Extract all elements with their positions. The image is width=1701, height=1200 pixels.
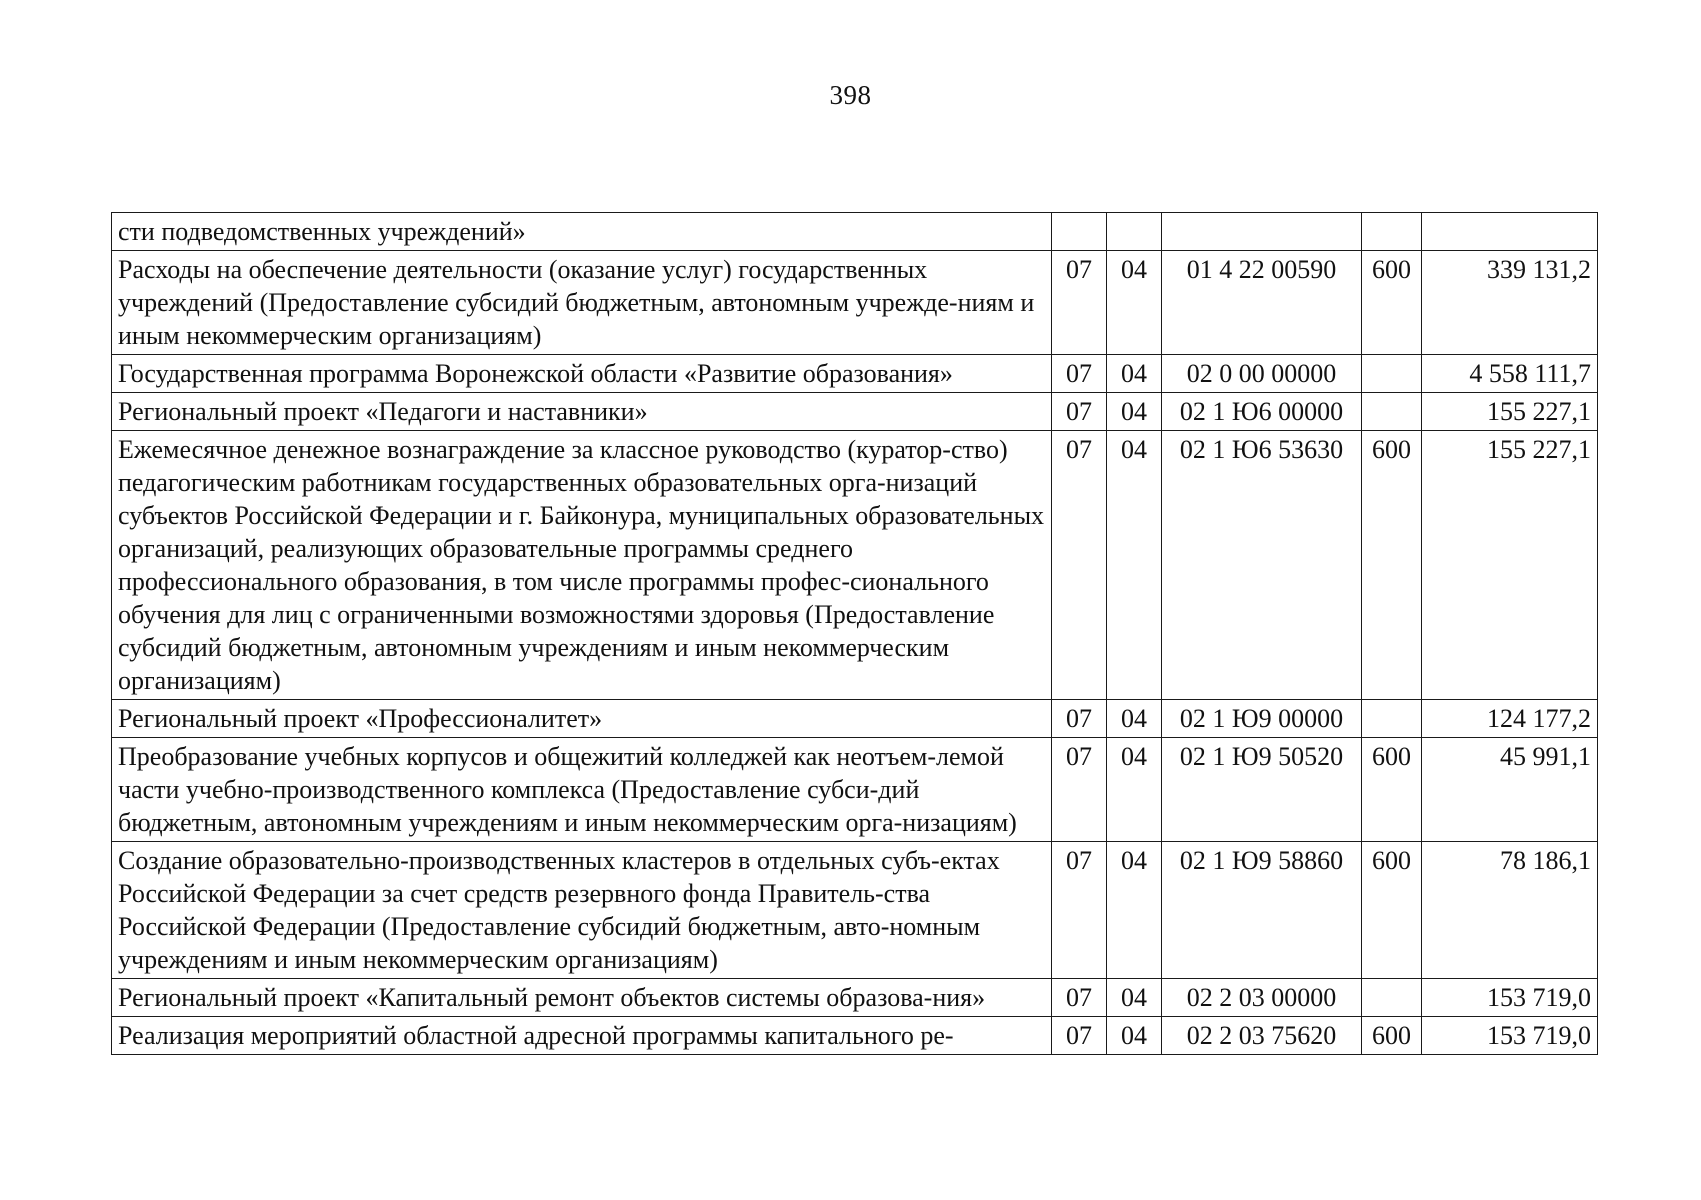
row-expense-type-cell: 600 [1362, 842, 1422, 979]
row-section-cell: 07 [1052, 355, 1107, 393]
row-amount-cell: 153 719,0 [1422, 1017, 1598, 1055]
row-subsection-cell: 04 [1107, 431, 1162, 700]
row-target-article-cell: 01 4 22 00590 [1162, 251, 1362, 355]
row-target-article-cell: 02 2 03 00000 [1162, 979, 1362, 1017]
row-section-cell: 07 [1052, 393, 1107, 431]
row-subsection-cell: 04 [1107, 251, 1162, 355]
row-subsection-cell: 04 [1107, 700, 1162, 738]
row-name-cell: Расходы на обеспечение деятельности (оказание услуг) государственных учреждений (Предоставление субсидий бюджетным, автономным учрежде-ниям и иным некоммерческим организациям) [112, 251, 1052, 355]
row-section-cell: 07 [1052, 1017, 1107, 1055]
table-row [112, 738, 1598, 842]
table-row [112, 1017, 1598, 1055]
table-row [112, 431, 1598, 700]
row-subsection-cell [1107, 213, 1162, 251]
row-section-cell: 07 [1052, 431, 1107, 700]
page-number: 398 [829, 80, 872, 110]
row-expense-type-cell: 600 [1362, 1017, 1422, 1055]
budget-table [111, 212, 1598, 1055]
row-amount-cell: 339 131,2 [1422, 251, 1598, 355]
row-amount-cell: 124 177,2 [1422, 700, 1598, 738]
row-amount-cell: 45 991,1 [1422, 738, 1598, 842]
table-row [112, 355, 1598, 393]
row-name-cell: сти подведомственных учреждений» [112, 213, 1052, 251]
row-section-cell: 07 [1052, 979, 1107, 1017]
row-name-cell: Преобразование учебных корпусов и общежитий колледжей как неотъем-лемой части учебно-производственного комплекса (Предоставление субси-дий бюджетным, автономным учреждениям и иным некоммерческим орга-низациям) [112, 738, 1052, 842]
row-name-cell: Создание образовательно-производственных кластеров в отдельных субъ-ектах Российской Федерации за счет средств резервного фонда Правитель-ства Российской Федерации (Предоставление субсидий бюджетным, авто-номным учреждениям и иным некоммерческим организациям) [112, 842, 1052, 979]
row-expense-type-cell [1362, 355, 1422, 393]
row-target-article-cell: 02 1 Ю6 53630 [1162, 431, 1362, 700]
row-section-cell: 07 [1052, 251, 1107, 355]
row-target-article-cell: 02 0 00 00000 [1162, 355, 1362, 393]
row-section-cell: 07 [1052, 842, 1107, 979]
row-amount-cell: 4 558 111,7 [1422, 355, 1598, 393]
row-expense-type-cell: 600 [1362, 738, 1422, 842]
row-name-cell: Государственная программа Воронежской области «Развитие образования» [112, 355, 1052, 393]
row-section-cell [1052, 213, 1107, 251]
table-row [112, 700, 1598, 738]
row-target-article-cell: 02 1 Ю9 00000 [1162, 700, 1362, 738]
row-expense-type-cell: 600 [1362, 251, 1422, 355]
row-target-article-cell: 02 1 Ю9 50520 [1162, 738, 1362, 842]
row-target-article-cell: 02 2 03 75620 [1162, 1017, 1362, 1055]
row-target-article-cell: 02 1 Ю6 00000 [1162, 393, 1362, 431]
table-row [112, 979, 1598, 1017]
row-amount-cell: 153 719,0 [1422, 979, 1598, 1017]
table-row [112, 251, 1598, 355]
table-row [112, 393, 1598, 431]
row-subsection-cell: 04 [1107, 842, 1162, 979]
row-target-article-cell: 02 1 Ю9 58860 [1162, 842, 1362, 979]
row-name-cell: Региональный проект «Капитальный ремонт объектов системы образова-ния» [112, 979, 1052, 1017]
row-name-cell: Ежемесячное денежное вознаграждение за классное руководство (куратор-ство) педагогическим работникам государственных образовательных орга-низаций субъектов Российской Федерации и г. Байконура, муниципальных образовательных организаций, реализующих образовательные программы среднего профессионального образования, в том числе программы профес-сионального обучения для лиц с ограниченными возможностями здоровья (Предоставление субсидий бюджетным, автономным учреждениям и иным некоммерческим организациям) [112, 431, 1052, 700]
row-subsection-cell: 04 [1107, 738, 1162, 842]
budget-table-body [112, 213, 1598, 1055]
row-target-article-cell [1162, 213, 1362, 251]
row-amount-cell: 155 227,1 [1422, 393, 1598, 431]
row-expense-type-cell [1362, 979, 1422, 1017]
row-subsection-cell: 04 [1107, 393, 1162, 431]
row-subsection-cell: 04 [1107, 355, 1162, 393]
row-expense-type-cell [1362, 393, 1422, 431]
row-section-cell: 07 [1052, 738, 1107, 842]
table-row [112, 842, 1598, 979]
row-name-cell: Региональный проект «Педагоги и наставники» [112, 393, 1052, 431]
row-expense-type-cell: 600 [1362, 431, 1422, 700]
row-amount-cell: 155 227,1 [1422, 431, 1598, 700]
row-amount-cell: 78 186,1 [1422, 842, 1598, 979]
row-subsection-cell: 04 [1107, 979, 1162, 1017]
row-name-cell: Реализация мероприятий областной адресной программы капитального ре- [112, 1017, 1052, 1055]
row-expense-type-cell [1362, 700, 1422, 738]
row-amount-cell [1422, 213, 1598, 251]
row-subsection-cell: 04 [1107, 1017, 1162, 1055]
row-section-cell: 07 [1052, 700, 1107, 738]
table-row [112, 213, 1598, 251]
row-expense-type-cell [1362, 213, 1422, 251]
row-name-cell: Региональный проект «Профессионалитет» [112, 700, 1052, 738]
